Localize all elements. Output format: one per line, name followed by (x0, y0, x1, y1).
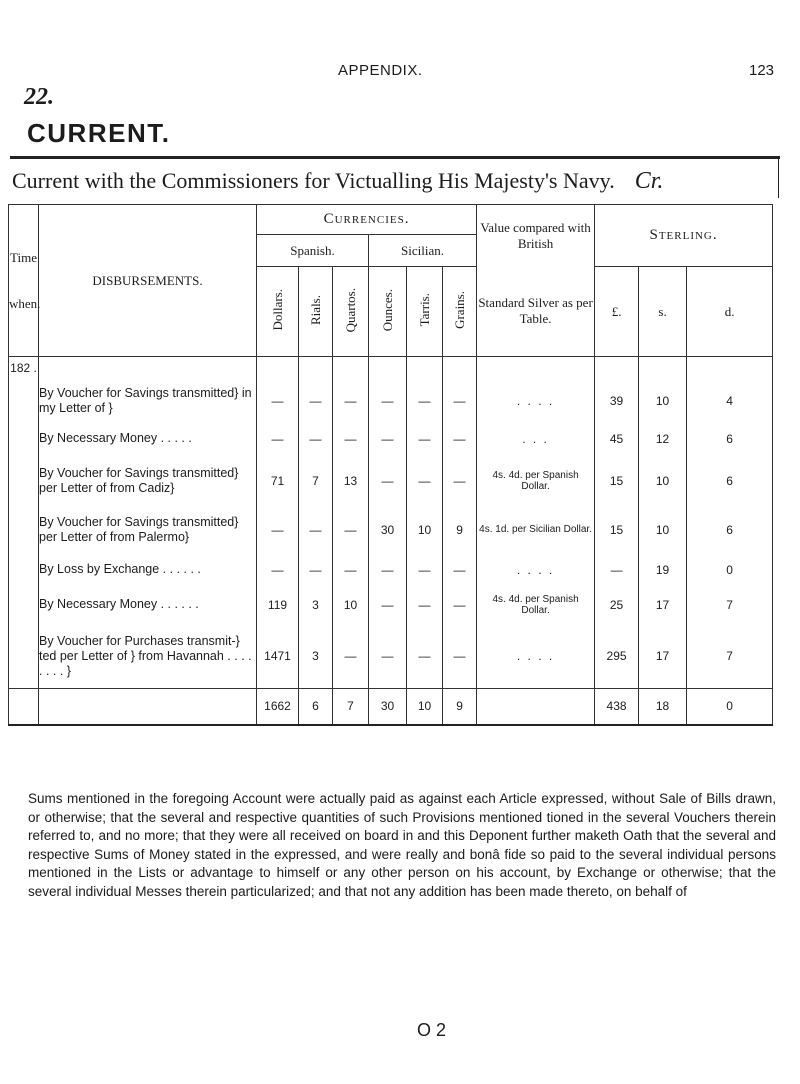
cell-pounds: 15 (595, 505, 639, 555)
cell-shillings: 10 (639, 381, 687, 421)
cell-ounces: — (369, 457, 407, 505)
cell-tarris: — (407, 555, 443, 585)
cell-dollars: — (257, 381, 299, 421)
cell-pence: 0 (687, 555, 773, 585)
row-description: By Voucher for Savings transmitted} per Letter of from Palermo} (39, 505, 257, 555)
cell-ounces: 30 (369, 505, 407, 555)
cell-value: 4s. 4d. per Spanish Dollar. (477, 457, 595, 505)
cell-pounds: 295 (595, 625, 639, 689)
cell-grains: — (443, 555, 477, 585)
cell-tarris: — (407, 625, 443, 689)
cell-grains: — (443, 625, 477, 689)
dollars-header (257, 267, 299, 357)
total-pounds: 438 (595, 689, 639, 725)
table-row (9, 505, 773, 555)
row-description: By Loss by Exchange . . . . . . (39, 555, 257, 585)
cell-shillings: 10 (639, 505, 687, 555)
cell-rials: — (299, 555, 333, 585)
row-description: By Necessary Money . . . . . (39, 421, 257, 457)
ounces-header (369, 267, 407, 357)
cell-shillings: 19 (639, 555, 687, 585)
table-row (9, 421, 773, 457)
sicilian-header: Sicilian. (369, 235, 477, 267)
account-title-text: Current with the Commissioners for Victualling His Majesty's Navy. (12, 168, 615, 193)
cell-pence: 6 (687, 505, 773, 555)
total-dollars: 1662 (257, 689, 299, 725)
row-description: By Voucher for Savings transmitted} in my Letter of } (39, 381, 257, 421)
cell-shillings: 10 (639, 457, 687, 505)
cell-pounds: 15 (595, 457, 639, 505)
running-header-section: APPENDIX. (338, 62, 423, 79)
tarris-header-text: Tarris. (416, 293, 432, 327)
total-quartos: 7 (333, 689, 369, 725)
cell-dollars: — (257, 421, 299, 457)
cell-value: 4s. 4d. per Spanish Dollar. (477, 585, 595, 625)
cell-dollars: 71 (257, 457, 299, 505)
cell-pounds: 45 (595, 421, 639, 457)
cell-shillings: 12 (639, 421, 687, 457)
year-cell: 182 . (9, 357, 39, 381)
cell-dollars: — (257, 555, 299, 585)
document-number: 22. (24, 84, 54, 110)
table-row (9, 381, 773, 421)
cell-pence: 4 (687, 381, 773, 421)
cell-value: . . . . (477, 555, 595, 585)
quartos-header (333, 267, 369, 357)
disbursements-header: DISBURSEMENTS. (39, 205, 257, 357)
ounces-header-text: Ounces. (379, 288, 395, 332)
cell-quartos: — (333, 421, 369, 457)
cell-pence: 6 (687, 457, 773, 505)
time-header (9, 205, 39, 357)
total-rials: 6 (299, 689, 333, 725)
cell-ounces: — (369, 585, 407, 625)
cell-tarris: — (407, 421, 443, 457)
spanish-header: Spanish. (257, 235, 369, 267)
cell-quartos: — (333, 555, 369, 585)
time-header-line-2: when. (9, 295, 41, 311)
cell-ounces: — (369, 421, 407, 457)
cell-quartos: 10 (333, 585, 369, 625)
cell-dollars: — (257, 505, 299, 555)
cell-grains: — (443, 421, 477, 457)
grains-header-text: Grains. (451, 291, 467, 329)
cell-tarris: — (407, 585, 443, 625)
account-title (12, 168, 663, 195)
cell-shillings: 17 (639, 625, 687, 689)
pence-header: d. (687, 267, 773, 357)
total-ounces: 30 (369, 689, 407, 725)
total-tarris: 10 (407, 689, 443, 725)
cell-quartos: — (333, 505, 369, 555)
row-description: By Necessary Money . . . . . . (39, 585, 257, 625)
currencies-header: Currencies. (257, 205, 477, 235)
cell-value: . . . (477, 421, 595, 457)
cell-pounds: 39 (595, 381, 639, 421)
cell-grains: 9 (443, 505, 477, 555)
heading-rule (10, 156, 780, 159)
cell-value: . . . . (477, 381, 595, 421)
quartos-header-text: Quartos. (342, 287, 358, 333)
table-row (9, 585, 773, 625)
cell-pence: 7 (687, 625, 773, 689)
page-heading: CURRENT. (27, 118, 171, 148)
cell-quartos: — (333, 625, 369, 689)
cell-pence: 7 (687, 585, 773, 625)
cell-rials: — (299, 381, 333, 421)
cell-tarris: 10 (407, 505, 443, 555)
signature-mark: O 2 (417, 1020, 447, 1040)
cell-dollars: 1471 (257, 625, 299, 689)
credit-mark: Cr. (634, 168, 664, 194)
totals-row (9, 689, 773, 725)
row-description: By Voucher for Savings transmitted} per Letter of from Cadiz} (39, 457, 257, 505)
cell-tarris: — (407, 381, 443, 421)
cell-pence: 6 (687, 421, 773, 457)
cell-ounces: — (369, 625, 407, 689)
total-grains: 9 (443, 689, 477, 725)
value-header-2: Standard Silver as per Table. (477, 267, 595, 357)
cell-dollars: 119 (257, 585, 299, 625)
cell-rials: 3 (299, 585, 333, 625)
value-header-1: Value compared with British (477, 205, 595, 267)
shillings-header: s. (639, 267, 687, 357)
cell-shillings: 17 (639, 585, 687, 625)
cell-pounds: — (595, 555, 639, 585)
table-row (9, 625, 773, 689)
total-pence: 0 (687, 689, 773, 725)
cell-ounces: — (369, 555, 407, 585)
cell-rials: — (299, 421, 333, 457)
cell-rials: 7 (299, 457, 333, 505)
oath-paragraph: Sums mentioned in the foregoing Account were actually paid as against each Article expressed, without Sale of Bills drawn, or otherwise; that the several and respective quantities of such Provisions mentioned tioned in the several Vouchers therein referred to, and no more; that they were all received on board in and this Deponent further maketh Oath that the several and respective Sums of Money stated in the expressed, and were really and bonâ fide so paid to the several individual persons mentioned in the Lists or advantage to himself or any other person on his account, by Exchange or otherwise; that the several individual Messes therein particularized; and that not any addition has been made thereto, on behalf of (28, 791, 776, 899)
cell-value: . . . . (477, 625, 595, 689)
tarris-header (407, 267, 443, 357)
cell-grains: — (443, 585, 477, 625)
cell-pounds: 25 (595, 585, 639, 625)
cell-ounces: — (369, 381, 407, 421)
disbursements-table (8, 204, 773, 726)
cell-value: 4s. 1d. per Sicilian Dollar. (477, 505, 595, 555)
cell-quartos: 13 (333, 457, 369, 505)
rials-header-text: Rials. (307, 295, 323, 325)
table-row (9, 555, 773, 585)
cell-grains: — (443, 457, 477, 505)
cell-rials: — (299, 505, 333, 555)
cell-tarris: — (407, 457, 443, 505)
sterling-header: Sterling. (595, 205, 773, 267)
cell-quartos: — (333, 381, 369, 421)
cell-rials: 3 (299, 625, 333, 689)
grains-header (443, 267, 477, 357)
table-row (9, 457, 773, 505)
dollars-header-text: Dollars. (269, 289, 285, 331)
pounds-header: £. (595, 267, 639, 357)
row-description: By Voucher for Purchases transmit-} ted per Letter of } from Havannah . . . . . . . . } (39, 625, 257, 689)
time-header-line-1: Time (10, 249, 37, 265)
cell-grains: — (443, 381, 477, 421)
rials-header (299, 267, 333, 357)
total-shillings: 18 (639, 689, 687, 725)
page-number: 123 (749, 62, 775, 79)
margin-rule (778, 158, 779, 198)
